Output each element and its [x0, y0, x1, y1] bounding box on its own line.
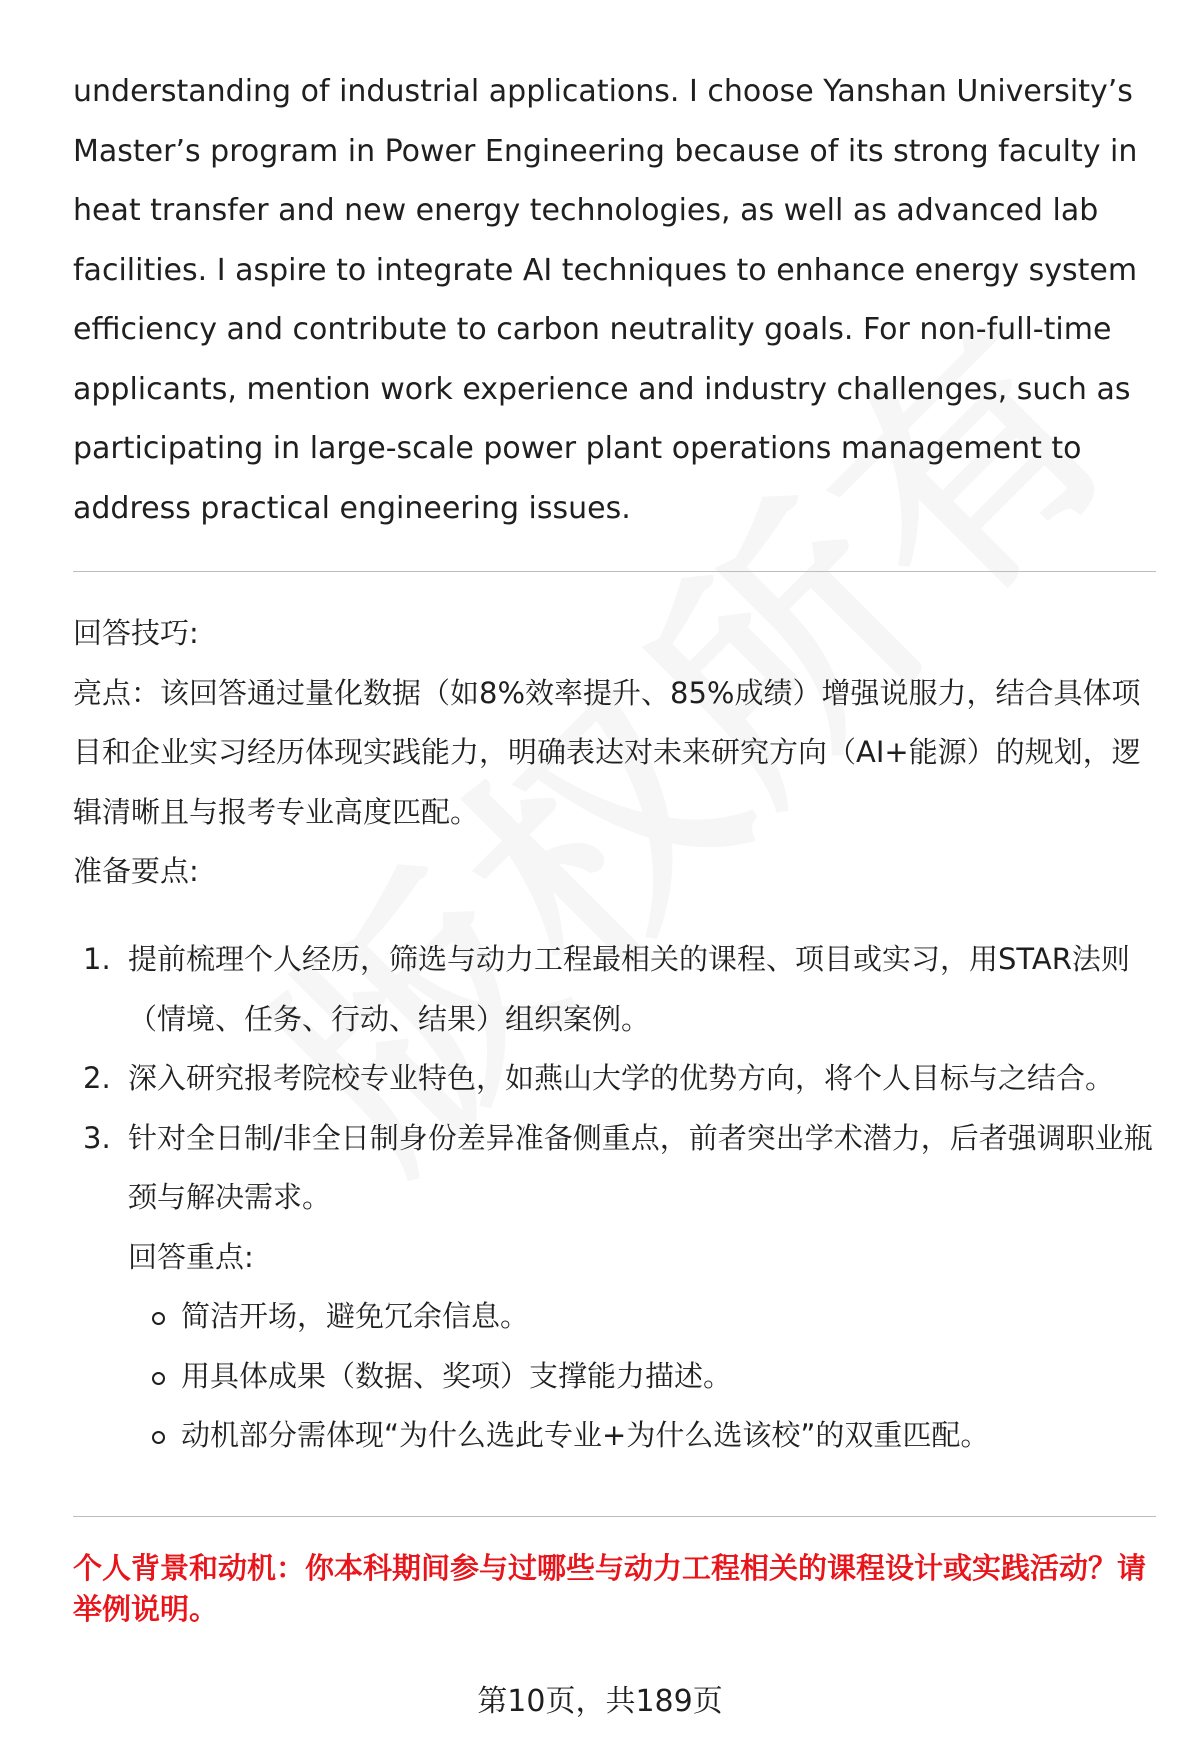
tips-highlight: 亮点：该回答通过量化数据（如8%效率提升、85%成绩）增强说服力，结合具体项目和企业实习经历体现实践能力，明确表达对未来研究方向（AI+能源）的规划，逻辑清晰且与报考专业高度匹配。 [73, 675, 1141, 829]
hollow-bullet-icon [152, 1431, 165, 1444]
prep-item-number: 1. [83, 942, 111, 976]
focus-item-text: 简洁开场，避免冗余信息。 [181, 1299, 530, 1333]
prep-item-number: 3. [83, 1120, 111, 1155]
prep-item [73, 930, 1163, 1049]
prep-item [73, 1049, 1163, 1109]
page-footer: 第10页，共189页 [477, 1684, 723, 1719]
focus-item [73, 1406, 1163, 1466]
focus-item [73, 1347, 1163, 1407]
tips-heading: 回答技巧: [73, 616, 199, 650]
focus-item [73, 1287, 1163, 1347]
hollow-bullet-icon [152, 1372, 165, 1385]
prep-item-text: 深入研究报考院校专业特色，如燕山大学的优势方向，将个人目标与之结合。 [128, 1061, 1115, 1095]
prep-list [73, 930, 1163, 1466]
intro-paragraph: understanding of industrial applications. I choose Yanshan University’s Master’s program in Power Engineering because of its strong faculty in heat transfer and new energy technologies, as well as advanced lab facilities. I aspire to integrate AI techniques to enhance energy system efficiency and contribute to carbon neutrality goals. For non-full-time applicants, mention work experience and industry challenges, such as participating in large-scale power plant operations management to address practical engineering issues. [73, 74, 1138, 526]
focus-heading: 回答重点: [128, 1239, 254, 1274]
focus-item-text: 动机部分需体现“为什么选此专业+为什么选该校”的双重匹配。 [181, 1418, 990, 1452]
section-divider [73, 1516, 1156, 1517]
focus-item-text: 用具体成果（数据、奖项）支撑能力描述。 [181, 1358, 733, 1393]
hollow-bullet-icon [152, 1312, 165, 1325]
prep-item-text: 提前梳理个人经历，筛选与动力工程最相关的课程、项目或实习，用STAR法则（情境、任务、行动、结果）组织案例。 [128, 942, 1130, 1036]
prep-item-text: 针对全日制/非全日制身份差异准备侧重点，前者突出学术潜力，后者强调职业瓶颈与解决需求。 [128, 1120, 1153, 1214]
prep-heading: 准备要点: [73, 854, 199, 888]
section-divider [73, 571, 1156, 572]
prep-item-number: 2. [83, 1061, 111, 1095]
focus-list [73, 1287, 1163, 1466]
prep-item [73, 1109, 1163, 1228]
next-question: 个人背景和动机：你本科期间参与过哪些与动力工程相关的课程设计或实践活动？请举例说明。 [73, 1551, 1147, 1626]
answer-tips-section [73, 604, 1163, 902]
